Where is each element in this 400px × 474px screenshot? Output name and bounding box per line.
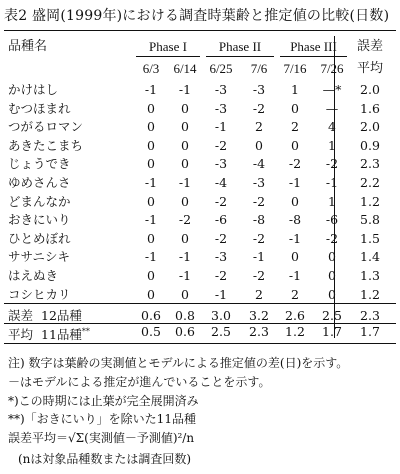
date-header: 6/3 (142, 61, 160, 76)
table-cell: 0 (328, 268, 336, 283)
summary-sup: ** (81, 327, 90, 336)
table-cell: 0 (181, 286, 189, 302)
table-cell: -3 (214, 156, 228, 172)
table-cell: 0 (147, 137, 155, 153)
variety-name: はえぬき (8, 268, 59, 283)
rule-summary-top (4, 303, 396, 304)
mean-cell: 1.2 (360, 286, 380, 302)
note-line: (nは対象品種数または調査回数) (18, 452, 192, 466)
summary-cell: 0.6 (141, 308, 161, 323)
summary-sub: 12品種 (41, 308, 82, 323)
table-cell: -1 (214, 119, 228, 135)
summary-cell: 1.7 (322, 324, 342, 339)
summary-cell: 3.0 (211, 308, 231, 323)
table-cell: -2 (214, 193, 228, 209)
mean-cell: 2.0 (360, 82, 380, 97)
table-cell: -8 (288, 212, 302, 228)
table-cell: -2 (325, 230, 339, 246)
table-cell: -3 (252, 82, 266, 97)
table-cell: -1 (144, 212, 158, 228)
table-cell: -2 (252, 268, 266, 283)
table-cell: -1 (178, 82, 192, 97)
table-cell: -1 (178, 175, 192, 190)
phase-header: Phase II (218, 39, 262, 54)
table-cell: -1 (178, 249, 192, 265)
summary-label (8, 325, 90, 342)
table-cell: -3 (252, 175, 266, 190)
mean-cell: 2.0 (360, 119, 380, 135)
note-line: *)この時期には止葉が完全展開済み (8, 394, 199, 408)
table-title: 表2 盛岡(1999年)における調査時葉齢と推定値の比較(日数) (4, 8, 390, 24)
table-cell: -1 (178, 268, 192, 283)
variety-name: あきたこまち (8, 137, 84, 153)
table-cell: 2 (291, 119, 299, 135)
phase-underline (206, 56, 274, 57)
summary-cell: 0.5 (141, 324, 161, 339)
rule-top (4, 30, 396, 31)
table-cell: 0 (147, 286, 155, 302)
summary-mean: 1.7 (360, 324, 380, 339)
table-cell: 1 (291, 82, 299, 97)
table-cell: 0 (181, 100, 189, 116)
phase-header: Phase I (149, 39, 187, 54)
date-header: 6/14 (173, 61, 197, 76)
table-cell: 0 (291, 100, 299, 116)
table-cell: -2 (288, 156, 302, 172)
phase-underline (280, 56, 347, 57)
table-cell: -3 (214, 100, 228, 116)
table-cell: —* (322, 82, 342, 97)
note-line: **)「おきにいり」を除いた11品種 (8, 412, 196, 426)
table-cell: 0 (328, 249, 336, 265)
table-cell: -1 (144, 249, 158, 265)
table-cell: -1 (325, 175, 339, 190)
note-line: 誤差平均＝√Σ(実測値－予測値)²/n (8, 431, 195, 445)
summary-cell: 2.6 (285, 308, 305, 323)
table-cell: 0 (147, 119, 155, 135)
summary-sub: 11品種 (41, 327, 82, 343)
variety-name: ひとめぼれ (8, 230, 71, 246)
variety-name: かけはし (8, 82, 59, 97)
mean-cell: 2.2 (360, 175, 380, 190)
mean-header: 平均 (356, 61, 383, 76)
mean-cell: 5.8 (360, 212, 380, 228)
table-cell: -1 (214, 286, 228, 302)
table-cell: 0 (181, 119, 189, 135)
table-cell: -1 (288, 268, 302, 283)
table-cell: 0 (291, 193, 299, 209)
mean-cell: 1.3 (360, 268, 380, 283)
variety-name: おきにいり (8, 212, 71, 228)
table-cell: -2 (252, 230, 266, 246)
table-cell: -2 (325, 156, 339, 172)
mean-cell: 2.3 (360, 156, 380, 172)
variety-name: じょうでき (8, 156, 71, 172)
table-cell: 0 (147, 156, 155, 172)
date-header: 7/16 (283, 61, 307, 76)
table-cell: -2 (214, 268, 228, 283)
table-cell: 1 (328, 193, 336, 209)
table-cell: 2 (291, 286, 299, 302)
date-header: 7/6 (250, 61, 268, 76)
table-cell: -1 (288, 230, 302, 246)
table-cell: -2 (214, 137, 228, 153)
rule-bottom (4, 343, 396, 344)
date-header: 6/25 (209, 61, 233, 76)
table-cell: 0 (181, 137, 189, 153)
table-cell: -4 (214, 175, 228, 190)
table-cell: 0 (181, 193, 189, 209)
variety-name: つがるロマン (8, 119, 84, 135)
table-cell: -1 (144, 82, 158, 97)
table-cell: 0 (181, 230, 189, 246)
table-cell: 1 (328, 137, 336, 153)
table-cell: 0 (291, 249, 299, 265)
variety-name: ゆめさんさ (8, 175, 71, 190)
table-cell: — (325, 100, 339, 116)
error-header: 誤差 (356, 39, 383, 54)
table-cell: 0 (181, 156, 189, 172)
table-cell: 0 (147, 268, 155, 283)
variety-header: 品種名 (8, 39, 48, 54)
note-line: －はモデルによる推定が進んでいることを示す。 (8, 375, 271, 389)
variety-name: ササニシキ (8, 249, 71, 265)
summary-label-text: 誤差 (8, 308, 34, 323)
table-cell: -6 (325, 212, 339, 228)
table-cell: -6 (214, 212, 228, 228)
table-cell: -8 (252, 212, 266, 228)
phase-header: Phase III (290, 39, 337, 54)
summary-cell: 2.5 (211, 324, 231, 339)
mean-cell: 1.6 (360, 100, 380, 116)
table-cell: 4 (328, 119, 336, 135)
table-cell: -2 (252, 100, 266, 116)
summary-label (8, 309, 82, 323)
table-cell: 2 (255, 119, 263, 135)
variety-name: むつほまれ (8, 100, 71, 116)
table-cell: 0 (147, 193, 155, 209)
table-cell: -3 (214, 249, 228, 265)
table-cell: 0 (255, 137, 263, 153)
table-cell: 0 (328, 286, 336, 302)
summary-label-text: 平均 (8, 327, 34, 343)
table-cell: 2 (255, 286, 263, 302)
table-cell: -2 (214, 230, 228, 246)
variety-name: コシヒカリ (8, 286, 71, 302)
table-cell: -3 (214, 82, 228, 97)
table-cell: 0 (147, 100, 155, 116)
date-header: 7/26 (320, 61, 344, 76)
table-cell: 0 (291, 137, 299, 153)
summary-cell: 3.2 (249, 308, 269, 323)
table-cell: 0 (147, 230, 155, 246)
summary-cell: 2.5 (322, 308, 342, 323)
phase-underline (136, 56, 200, 57)
summary-cell: 0.6 (175, 324, 195, 339)
summary-cell: 0.8 (175, 308, 195, 323)
summary-cell: 1.2 (285, 324, 305, 339)
table-cell: -1 (288, 175, 302, 190)
table-cell: -2 (252, 193, 266, 209)
note-line: 注) 数字は葉齢の実測値とモデルによる推定値の差(日)を示す。 (8, 356, 349, 370)
mean-cell: 1.4 (360, 249, 380, 265)
table-cell: -2 (178, 212, 192, 228)
mean-cell: 1.5 (360, 230, 380, 246)
summary-cell: 2.3 (249, 324, 269, 339)
mean-cell: 0.9 (360, 137, 380, 153)
mean-cell: 1.2 (360, 193, 380, 209)
variety-name: どまんなか (8, 193, 71, 209)
table-cell: -4 (252, 156, 266, 172)
table-cell: -1 (144, 175, 158, 190)
summary-mean: 2.3 (360, 308, 380, 323)
table-cell: -1 (252, 249, 266, 265)
